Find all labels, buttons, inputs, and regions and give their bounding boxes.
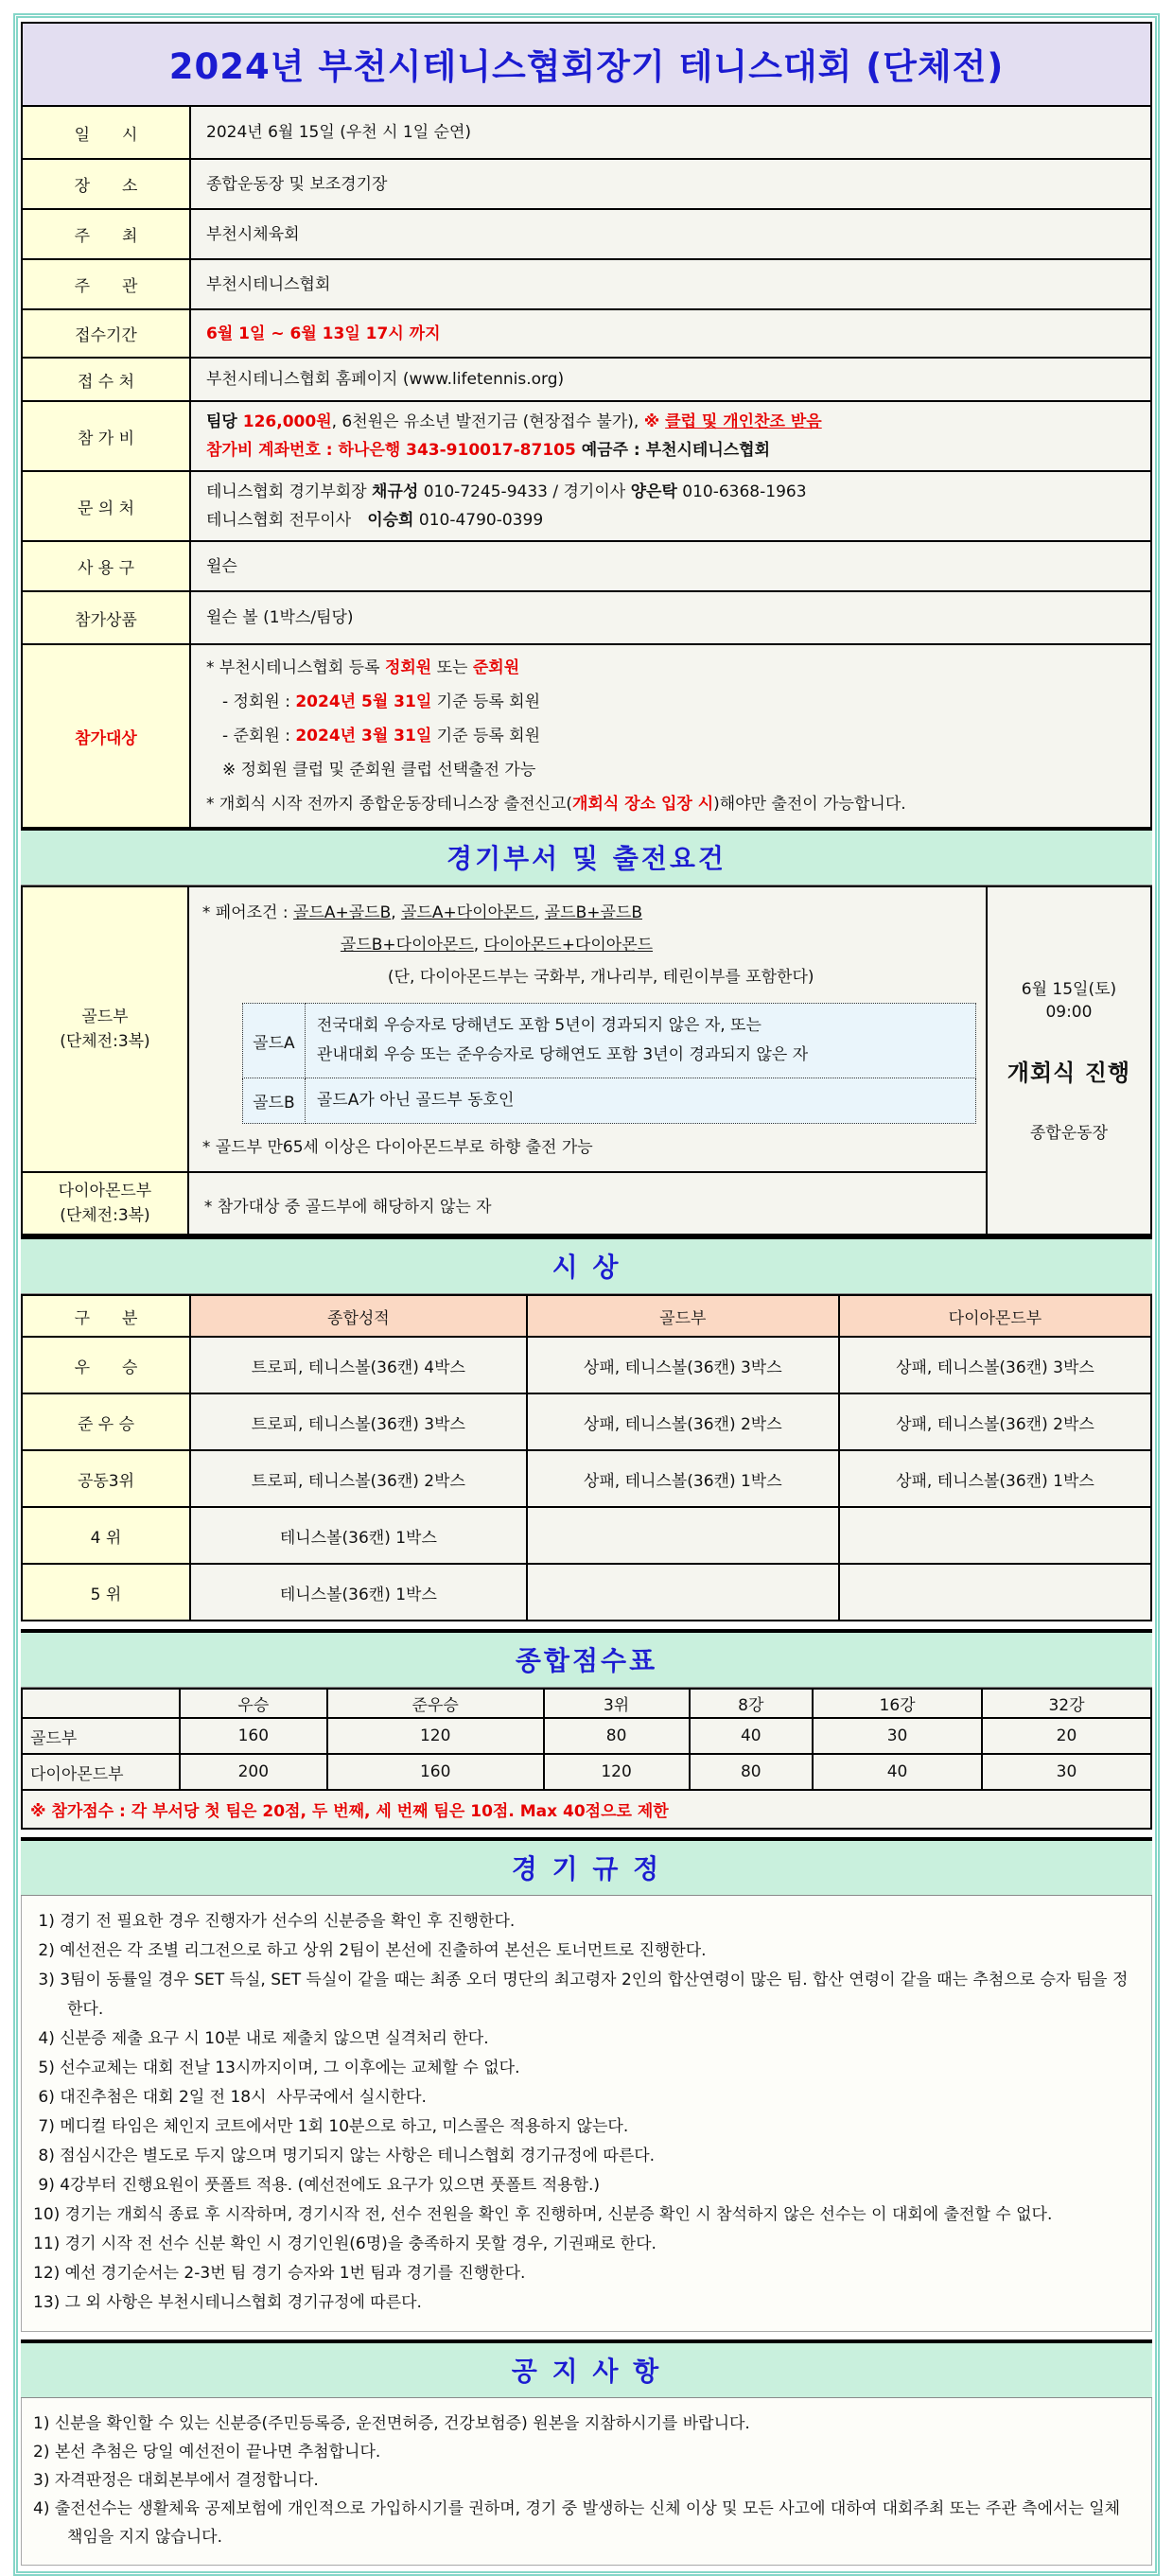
gold-a-desc-1: 전국대회 우승자로 당해년도 포함 5년이 경과되지 않은 자, 또는 [316,1016,762,1035]
rule-item: 11) 경기 시작 전 선수 신분 확인 시 경기인원(6명)을 충족하지 못할 경우, 기권패로 한다. [33,2234,657,2253]
awards-row-runnerup: 준 우 승 트로피, 테니스볼(36캔) 3박스 상패, 테니스볼(36캔) 2박스 상패, 테니스볼(36캔) 2박스 [22,1393,1151,1450]
awards-col-header-2: 골드부 [527,1295,839,1337]
info-value-host: 부천시체육회 [206,224,300,244]
info-row-eligibility [23,645,1150,827]
gold-downgrade-note: * 골드부 만65세 이상은 다이아몬드부로 하향 출전 가능 [201,1138,593,1157]
info-label-reception: 접 수 처 [23,359,191,400]
rule-item: 7) 메디컬 타임은 체인지 코트에서만 1회 10분으로 하고, 미스콜은 적용하지 않는다. [33,2117,629,2136]
fee-line-1: 팀당 126,000원, 6천원은 유소년 발전기금 (현장접수 불가), ※ 클럽 및 개인찬조 받음 [206,412,822,431]
gold-a-label: 골드A [242,1004,305,1078]
divisions-table [21,885,1152,1235]
ceremony-event: 개회식 진행 [1007,1059,1131,1086]
info-label-place: 장 소 [23,160,191,208]
division-label-diamond: 다이아몬드부 (단체전:3복) [22,1172,188,1235]
awards-col-header-0: 구 분 [22,1295,190,1337]
rule-item: 3) 3팀이 동률일 경우 SET 득실, SET 득실이 같을 때는 최종 오더 명단의 최고령자 2인의 합산연령이 많은 팀. 합산 연령이 같을 때는 추첨으로 승자 팀을 정한다. [33,1971,1129,2019]
rule-item: 1) 경기 전 필요한 경우 진행자가 선수의 신분증을 확인 후 진행한다. [33,1912,516,1931]
eligibility-line-1: * 부천시테니스협회 등록 정회원 또는 준회원 [206,658,520,677]
info-value-date: 2024년 6월 15일 (우천 시 1일 순연) [206,123,472,142]
awards-row-third: 공동3위 트로피, 테니스볼(36캔) 2박스 상패, 테니스볼(36캔) 1박스 상패, 테니스볼(36캔) 1박스 [22,1450,1151,1507]
gold-b-label: 골드B [242,1078,305,1124]
fee-line-2: 참가비 계좌번호 : 하나은행 343-910017-87105 예금주 : 부천시테니스협회 [206,441,771,460]
info-table [21,107,1152,827]
opening-ceremony-cell [987,886,1151,1235]
points-table [21,1688,1152,1830]
points-header-row: 우승 준우승 3위 8강 16강 32강 [22,1689,1151,1718]
gold-b-row [242,1078,975,1124]
rule-item: 6) 대진추첨은 대회 2일 전 18시 사무국에서 실시한다. [33,2088,427,2107]
section-header-divisions: 경기부서 및 출전요건 [21,827,1152,885]
awards-row-fourth: 4 위 테니스볼(36캔) 1박스 [22,1507,1151,1564]
awards-col-header-3: 다이아몬드부 [839,1295,1151,1337]
division-diamond-content: * 참가대상 중 골드부에 해당하지 않는 자 [188,1172,987,1235]
info-label-ball: 사 용 구 [23,542,191,590]
pair-condition-line-2: 골드B+다이아몬드, 다이아몬드+다이아몬드 [340,936,654,955]
page-title: 2024년 부천시테니스협회장기 테니스대회 (단체전) [21,22,1152,107]
division-gold-content [188,886,987,1172]
rule-item: 13) 그 외 사항은 부천시테니스협회 경기규정에 따른다. [33,2293,422,2312]
info-row-contact [23,472,1150,542]
eligibility-line-2: - 정회원 : 2024년 5월 31일 기준 등록 회원 [206,692,540,711]
rule-item: 9) 4강부터 진행요원이 풋폴트 적용. (예선전에도 요구가 있으면 풋폴트 적용함.) [33,2176,601,2195]
gold-a-row [242,1004,975,1078]
info-label-period: 접수기간 [23,310,191,357]
info-label-host: 주 최 [23,210,191,258]
rule-item: 10) 경기는 개회식 종료 후 시작하며, 경기시작 전, 선수 전원을 확인 후 진행하며, 신분증 확인 시 참석하지 않은 선수는 이 대회에 출전할 수 없다. [33,2205,1053,2224]
rule-item: 5) 선수교체는 대회 전날 13시까지이며, 그 이후에는 교체할 수 없다. [33,2059,520,2077]
notice-item: 2) 본선 추첨은 당일 예선전이 끝나면 추첨합니다. [33,2443,381,2462]
info-row-reception [23,359,1150,402]
rule-item: 2) 예선전은 각 조별 리그전으로 하고 상위 2팀이 본선에 진출하여 본선은 토너먼트로 진행한다. [33,1941,707,1960]
info-value-place: 종합운동장 및 보조경기장 [206,174,388,194]
awards-col-header-1: 종합성적 [190,1295,527,1337]
section-header-notices: 공 지 사 항 [21,2339,1152,2398]
pair-condition-note: (단, 다이아몬드부는 국화부, 개나리부, 테린이부를 포함한다) [387,968,814,987]
pair-condition-line-1: * 페어조건 : 골드A+골드B, 골드A+다이아몬드, 골드B+골드B [201,903,642,922]
section-header-awards: 시 상 [21,1235,1152,1294]
gold-b-desc: 골드A가 아닌 골드부 동호인 [316,1091,515,1110]
points-note-row [22,1790,1151,1829]
info-row-gift [23,592,1150,645]
awards-header-row [22,1295,1151,1337]
info-row-date [23,107,1150,160]
info-label-date: 일 시 [23,107,191,158]
awards-table [21,1294,1152,1621]
info-row-period [23,310,1150,359]
eligibility-line-5: * 개회식 시작 전까지 종합운동장테니스장 출전신고(개회식 장소 입장 시)해야만 출전이 가능합니다. [206,795,906,814]
contact-line-1: 테니스협회 경기부회장 채규성 010-7245-9433 / 경기이사 양은탁 010-6368-1963 [206,482,807,501]
info-value-gift: 윌슨 볼 (1박스/팀당) [206,608,354,627]
eligibility-line-3: - 준회원 : 2024년 3월 31일 기준 등록 회원 [206,727,540,745]
info-label-gift: 참가상품 [23,592,191,643]
rule-item: 12) 예선 경기순서는 2-3번 팀 경기 승자와 1번 팀과 경기를 진행한다. [33,2264,526,2283]
rule-item: 4) 신분증 제출 요구 시 10분 내로 제출치 않으면 실격처리 한다. [33,2029,489,2048]
points-row-gold: 골드부 160 120 80 40 30 20 [22,1718,1151,1754]
notice-item: 1) 신분을 확인할 수 있는 신분증(주민등록증, 운전면허증, 건강보험증) 원본을 지참하시기를 바랍니다. [33,2414,750,2433]
gold-a-desc-2: 관내대회 우승 또는 준우승자로 당해연도 포함 3년이 경과되지 않은 자 [316,1045,809,1064]
info-value-reception: 부천시테니스협회 홈페이지 (www.lifetennis.org) [206,370,565,389]
rule-item: 8) 점심시간은 별도로 두지 않으며 명기되지 않는 사항은 테니스협회 경기규정에 따른다. [33,2147,656,2165]
points-note: ※ 참가점수 : 각 부서당 첫 팀은 20점, 두 번째, 세 번째 팀은 10점. Max 40점으로 제한 [22,1790,1151,1829]
ceremony-place: 종합운동장 [1029,1123,1108,1143]
eligibility-line-4: ※ 정회원 클럽 및 준회원 클럽 선택출전 가능 [206,761,536,780]
section-header-points: 종합점수표 [21,1629,1152,1688]
info-row-place [23,160,1150,210]
info-value-organizer: 부천시테니스협회 [206,274,331,294]
points-row-diamond: 다이아몬드부 200 160 120 80 40 30 [22,1754,1151,1790]
contact-line-2: 테니스협회 전무이사 이승희 010-4790-0399 [206,511,544,530]
info-label-fee: 참 가 비 [23,402,191,470]
division-row-diamond [22,1172,1151,1235]
info-label-organizer: 주 관 [23,260,191,308]
division-label-gold: 골드부 (단체전:3복) [22,886,188,1172]
info-label-contact: 문 의 처 [23,472,191,540]
notice-item: 3) 자격판정은 대회본부에서 결정합니다. [33,2471,319,2490]
awards-row-winner: 우 승 트로피, 테니스볼(36캔) 4박스 상패, 테니스볼(36캔) 3박스 상패, 테니스볼(36캔) 3박스 [22,1337,1151,1393]
info-row-fee [23,402,1150,472]
notices-list [21,2398,1152,2566]
info-label-eligibility: 참가대상 [23,645,191,827]
info-value-ball: 윌슨 [206,556,237,576]
info-row-ball [23,542,1150,592]
division-row-gold [22,886,1151,1172]
document-frame [13,13,1160,2576]
section-header-rules: 경 기 규 정 [21,1837,1152,1896]
info-value-period: 6월 1일 ~ 6월 13일 17시 까지 [206,324,441,343]
ceremony-date: 6월 15일(토) [1021,979,1117,999]
ceremony-time: 09:00 [1045,1002,1093,1022]
rules-list [21,1896,1152,2332]
gold-grade-table [242,1003,976,1124]
info-row-organizer [23,260,1150,310]
awards-row-fifth: 5 위 테니스볼(36캔) 1박스 [22,1564,1151,1621]
notice-item: 4) 출전선수는 생활체육 공제보험에 개인적으로 가입하시기를 권하며, 경기 중 발생하는 신체 이상 및 모든 사고에 대하여 대회주최 또는 주관 측에서는 일체 책임을 지지 않습니다. [33,2499,1126,2547]
info-row-host [23,210,1150,260]
